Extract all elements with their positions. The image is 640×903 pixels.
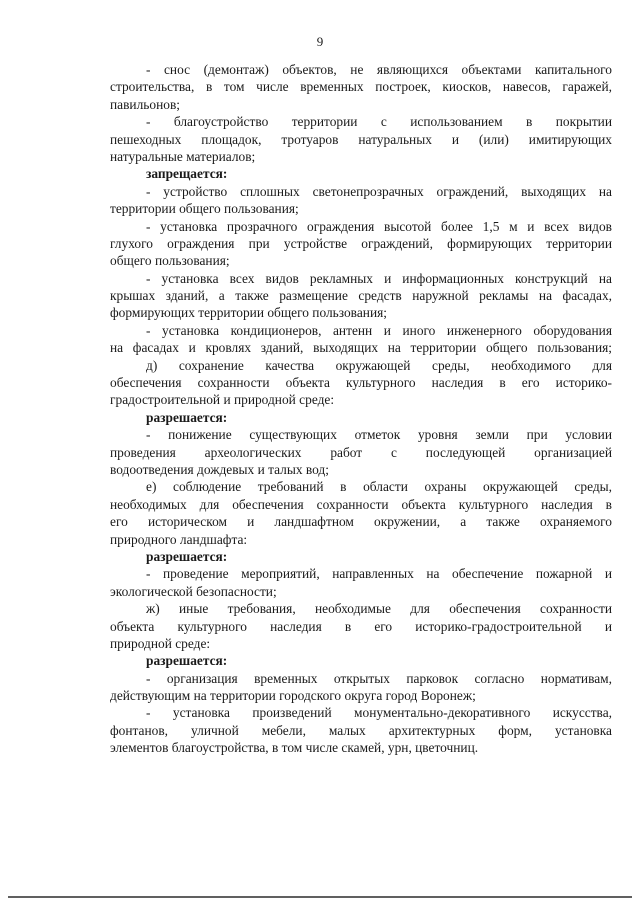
page-number: 9 (316, 34, 324, 49)
text-line: на фасадах и кровлях зданий, выходящих на территории общего пользования; (110, 340, 612, 356)
text-line: - понижение существующих отметок уровня земли при условии (146, 427, 612, 443)
text-line: е) соблюдение требований в области охраны окружающей среды, (146, 479, 612, 495)
text-line: действующим на территории городского округа город Воронеж; (110, 688, 476, 704)
text-line: градостроительной и природной среде: (110, 392, 335, 408)
text-line: строительства, в том числе временных построек, киосков, навесов, гаражей, (110, 79, 612, 95)
text-line: - установка прозрачного ограждения высотой более 1,5 м и всех видов (146, 218, 612, 234)
text-line: территории общего пользования; (110, 201, 299, 217)
section-heading: запрещается: (146, 166, 228, 182)
text-line: водоотведения дождевых и талых вод; (110, 461, 329, 477)
text-line: объекта культурного наследия в его историко-градостроительной и (110, 618, 612, 634)
text-line: пешеходных площадок, тротуаров натуральных и (или) имитирующих (110, 131, 612, 147)
text-line: его историческом и ландшафтном окружении, а также охраняемого (110, 514, 612, 530)
text-line: д) сохранение качества окружающей среды, необходимого для (146, 357, 612, 373)
text-line: - устройство сплошных светонепрозрачных ограждений, выходящих на (146, 183, 612, 199)
text-line: формирующих территории общего пользования; (110, 305, 387, 321)
text-line: фонтанов, уличной мебели, малых архитектурных форм, установка (110, 722, 612, 738)
text-line: - установка произведений монументально-декоративного искусства, (146, 705, 612, 721)
scan-edge-line (8, 896, 632, 898)
text-line: глухого ограждения при устройстве ограждений, формирующих территории (110, 235, 612, 251)
text-line: элементов благоустройства, в том числе скамей, урн, цветочниц. (110, 740, 479, 756)
text-line: павильонов; (110, 96, 180, 112)
text-line: необходимых для обеспечения сохранности объекта культурного наследия в (110, 496, 612, 512)
text-line: - проведение мероприятий, направленных на обеспечение пожарной и (146, 566, 612, 582)
text-line: - установка кондиционеров, антенн и иного инженерного оборудования (146, 322, 612, 338)
text-line: - благоустройство территории с использованием в покрытии (146, 114, 612, 130)
text-line: крышах зданий, а также размещение средств наружной рекламы на фасадах, (110, 288, 612, 304)
text-line: - установка всех видов рекламных и информационных конструкций на (146, 270, 612, 286)
section-heading: разрешается: (146, 548, 228, 564)
text-line: природного ландшафта: (110, 531, 248, 547)
section-heading: разрешается: (146, 653, 228, 669)
text-line: - организация временных открытых парковок согласно нормативам, (146, 670, 612, 686)
text-line: - снос (демонтаж) объектов, не являющихся объектами капитального (146, 62, 612, 77)
text-line: обеспечения сохранности объекта культурного наследия в его историко- (110, 375, 612, 391)
text-line: природной среде: (110, 635, 211, 651)
text-line: общего пользования; (110, 253, 230, 269)
document-body (110, 61, 612, 757)
text-line: экологической безопасности; (110, 583, 277, 599)
section-heading: разрешается: (146, 409, 228, 425)
text-line: проведения археологических работ с последующей организацией (110, 444, 612, 460)
text-line: ж) иные требования, необходимые для обеспечения сохранности (146, 601, 612, 617)
text-line: натуральные материалов; (110, 148, 256, 164)
